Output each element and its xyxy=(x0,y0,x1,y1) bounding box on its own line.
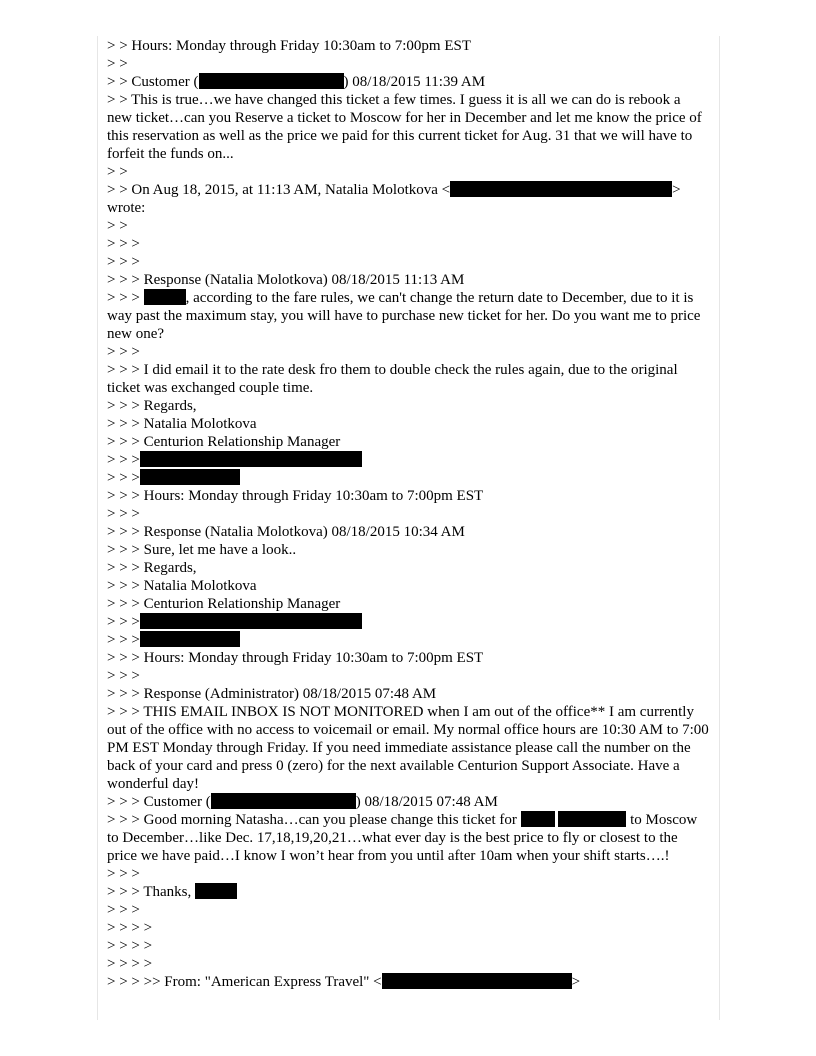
redacted-block xyxy=(140,469,240,485)
redacted-line: > > > xyxy=(107,451,709,469)
redacted-block xyxy=(140,631,240,647)
thanks-line: > > > Thanks, xyxy=(107,883,709,901)
customer-message: > > > Good morning Natasha…can you please change this ticket for to Moscow to December…like Dec. 17,18,19,20,21…what ever day is the best price to fly or closest to the price we have paid…I know I won’t hear from you until after 10am when your shift starts….! xyxy=(107,812,701,864)
auto-reply-message: > > > THIS EMAIL INBOX IS NOT MONITORED when I am out of the office** I am currently out of the office with no access to voicemail or email. My normal office hours are 10:30 AM to 7:00 PM EST Monday through Friday. If you need immediate assistance please call the number on the back of your card and press 0 (zero) for the next available Centurion Support Associate. Have a wonderful day! xyxy=(107,704,713,792)
quote-line: > > xyxy=(107,164,128,180)
quote-line: > > xyxy=(107,56,128,72)
redacted-email xyxy=(382,973,572,989)
redacted-line: > > > xyxy=(107,631,709,649)
customer-header-line: > > Customer ( ) 08/18/2015 11:39 AM xyxy=(107,74,486,90)
quote-line: > > > > xyxy=(107,956,153,972)
quote-line: > > > xyxy=(107,866,140,882)
redacted-block xyxy=(140,451,362,467)
quote-line: > > > xyxy=(107,344,140,360)
response-message: > > > Sure, let me have a look.. xyxy=(107,542,297,558)
signoff-name: > > > Natalia Molotkova xyxy=(107,578,257,594)
redacted-line: > > > xyxy=(107,613,709,631)
redacted-name xyxy=(144,289,186,305)
signoff-regards: > > > Regards, xyxy=(107,560,197,576)
customer-message: > > This is true…we have changed this ticket a few times. I guess it is all we can do is rebook a new ticket…can you Reserve a ticket to Moscow for her in December and let me know the price of this reservation as well as the price we paid for this current ticket for Aug. 31 that we will have to forfeit the funds on... xyxy=(107,92,706,162)
quote-line: > > > xyxy=(107,236,140,252)
redacted-block xyxy=(140,613,362,629)
signoff-title: > > > Centurion Relationship Manager xyxy=(107,596,341,612)
quote-line: > > xyxy=(107,218,128,234)
quote-line: > > > > xyxy=(107,920,153,936)
page-left-rule xyxy=(97,36,98,1020)
customer-header-line: > > > Customer ( ) 08/18/2015 07:48 AM xyxy=(107,794,498,810)
signoff-regards: > > > Regards, xyxy=(107,398,197,414)
quote-line: > > > xyxy=(107,902,140,918)
quote-line: > > > > xyxy=(107,938,153,954)
quote-line: > > > xyxy=(107,254,140,270)
response-header: > > > Response (Administrator) 08/18/2015 07:48 AM xyxy=(107,686,437,702)
redacted-block xyxy=(558,811,626,827)
quote-line: > > > xyxy=(107,668,140,684)
signoff-title: > > > Centurion Relationship Manager xyxy=(107,434,341,450)
redacted-name xyxy=(195,883,237,899)
redacted-block xyxy=(199,73,344,89)
page-right-rule xyxy=(719,36,720,1020)
rate-desk-message: > > > I did email it to the rate desk fro them to double check the rules again, due to the original ticket was exchanged couple time. xyxy=(107,362,682,396)
redacted-line: > > > xyxy=(107,469,709,487)
redacted-email xyxy=(450,181,672,197)
hours-line: > > > Hours: Monday through Friday 10:30am to 7:00pm EST xyxy=(107,488,484,504)
fare-rules-message: > > > , according to the fare rules, we can't change the return date to December, due to it is way past the maximum stay, you will have to purchase new ticket for her. Do you want me to price new one? xyxy=(107,290,705,342)
signoff-name: > > > Natalia Molotkova xyxy=(107,416,257,432)
redacted-block xyxy=(211,793,356,809)
redacted-block xyxy=(521,811,555,827)
wrote-line: > > On Aug 18, 2015, at 11:13 AM, Natalia Molotkova < > wrote: xyxy=(107,182,681,216)
hours-line: > > Hours: Monday through Friday 10:30am to 7:00pm EST xyxy=(107,38,471,54)
response-header: > > > Response (Natalia Molotkova) 08/18/2015 10:34 AM xyxy=(107,524,465,540)
hours-line: > > > Hours: Monday through Friday 10:30am to 7:00pm EST xyxy=(107,650,484,666)
email-thread xyxy=(107,37,713,991)
response-header: > > > Response (Natalia Molotkova) 08/18/2015 11:13 AM xyxy=(107,272,465,288)
from-header-line: > > > >> From: "American Express Travel" < > xyxy=(107,974,581,990)
quote-line: > > > xyxy=(107,506,140,522)
